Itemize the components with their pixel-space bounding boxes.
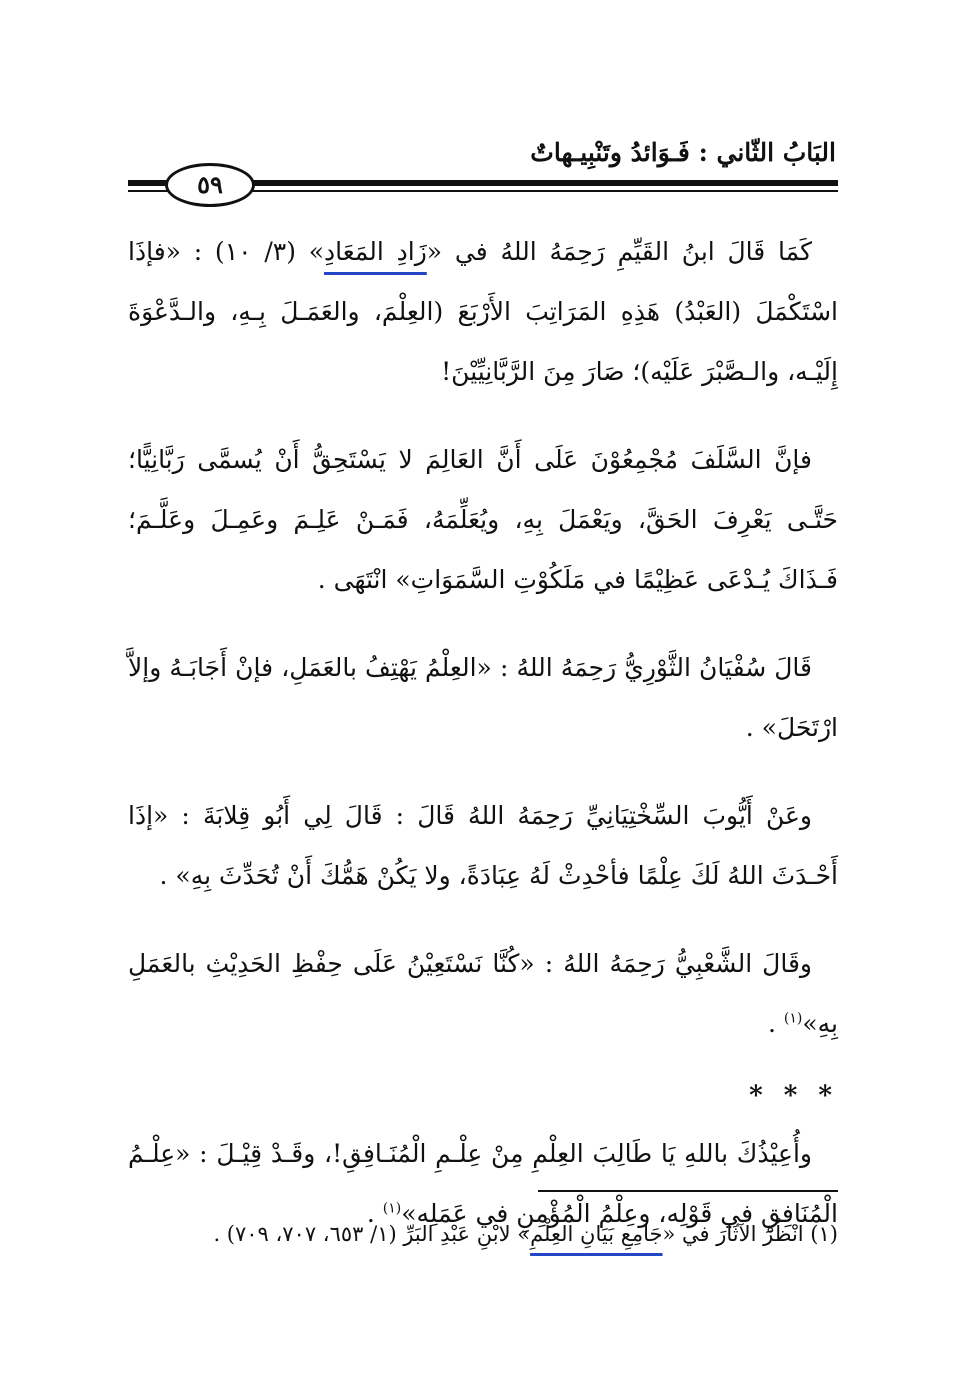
paragraph-6-text: وأُعِيْذُكَ باللهِ يَا طَالِبَ العِلْمِ مِنْ عِلْـمِ الْمُنَـافِقِ!، وقَـدْ قِيْـلَ : «عِلْـمُ الْمُنَافِقِ في قَوْلِه، وعِلْمُ الْمُؤْمِنِ في عَمَلِه»	[128, 1139, 838, 1228]
paragraph-1-lead: كَمَا قَالَ ابنُ القَيِّمِ رَحِمَهُ اللهُ في «	[426, 237, 812, 266]
paragraph-6-end: .	[366, 1199, 383, 1228]
book-reference-zad-al-maad[interactable]: زَادِ المَعَادِ	[324, 237, 427, 266]
paragraph-3: قَالَ سُفْيَانُ الثَّوْرِيُّ رَحِمَهُ اللهُ : «العِلْمُ يَهْتِفُ بالعَمَلِ، فإنْ أَجَابَـهُ وإلاَّ ارْتَحَلَ» .	[128, 653, 838, 742]
footnote-rule	[538, 1190, 838, 1192]
footnote	[128, 1214, 838, 1254]
footnote-rest: » لابْنِ عَبْدِ البَرِّ (١/ ٦٥٣، ٧٠٧، ٧٠٩) .	[213, 1222, 531, 1246]
paragraph-1-rest: » (٣/ ١٠) : «فإذَا اسْتَكْمَلَ (العَبْدُ) هَذِهِ المَرَاتِبَ الأَرْبَعَ (العِلْمَ، والعَمَـلَ بِـهِ، والـدَّعْوَةَ إِلَيْـه، والـصَّبْرَ عَلَيْه)؛ صَارَ مِنَ الرَّبَّانِيِّيْنَ!	[128, 237, 838, 386]
page-number: ٥٩	[197, 170, 223, 199]
paragraph-5	[128, 934, 838, 1054]
paragraph-4: وعَنْ أَيُّوبَ السِّخْتِيَانِيِّ رَحِمَهُ اللهُ قَالَ : قَالَ لِي أَبُو قِلابَةَ : «إذَا أَحْـدَثَ اللهُ لَكَ عِلْمًا فأحْدِثْ لَهُ عِبَادَةً، ولا يَكُنْ هَمُّكَ أَنْ تُحَدِّثَ بِهِ» .	[128, 801, 838, 890]
page-number-badge	[165, 163, 255, 207]
section-separator: * * *	[749, 1081, 838, 1111]
footnote-marker[interactable]: (١)	[382, 1200, 402, 1217]
paragraph-5-end: .	[767, 1009, 784, 1038]
footnote-marker[interactable]: (١)	[783, 1010, 803, 1027]
body-text	[128, 222, 838, 1272]
footnote-lead: (١) انْظُرْ الآثَارَ في «	[662, 1222, 838, 1246]
book-reference-jami-bayan-al-ilm[interactable]: جَامِعِ بَيَانِ العِلْمِ	[530, 1222, 663, 1246]
paragraph-1	[128, 222, 838, 402]
paragraph-5-text: وقَالَ الشَّعْبِيُّ رَحِمَهُ اللهُ : «كُنَّا نَسْتَعِيْنُ عَلَى حِفْظِ الحَدِيْثِ بالعَمَلِ بِهِ»	[128, 949, 838, 1038]
paragraph-2: فإنَّ السَّلَفَ مُجْمِعُوْنَ عَلَى أَنَّ العَالِمَ لا يَسْتَحِقُّ أَنْ يُسمَّى رَبَّانِيًّا؛ حَتَّـى يَعْرِفَ الحَقَّ، ويَعْمَلَ بِهِ، ويُعَلِّمَهُ، فَمَـنْ عَلِـمَ وعَمِـلَ وعَلَّـمَ؛ فَـذَاكَ يُـدْعَى عَظِيْمًا في مَلَكُوْتِ السَّمَوَاتِ» انْتَهَى .	[128, 445, 838, 594]
chapter-title: البَابُ الثّاني : فَـوَائدُ وتَنْبِيـهاتٌ	[530, 138, 836, 167]
